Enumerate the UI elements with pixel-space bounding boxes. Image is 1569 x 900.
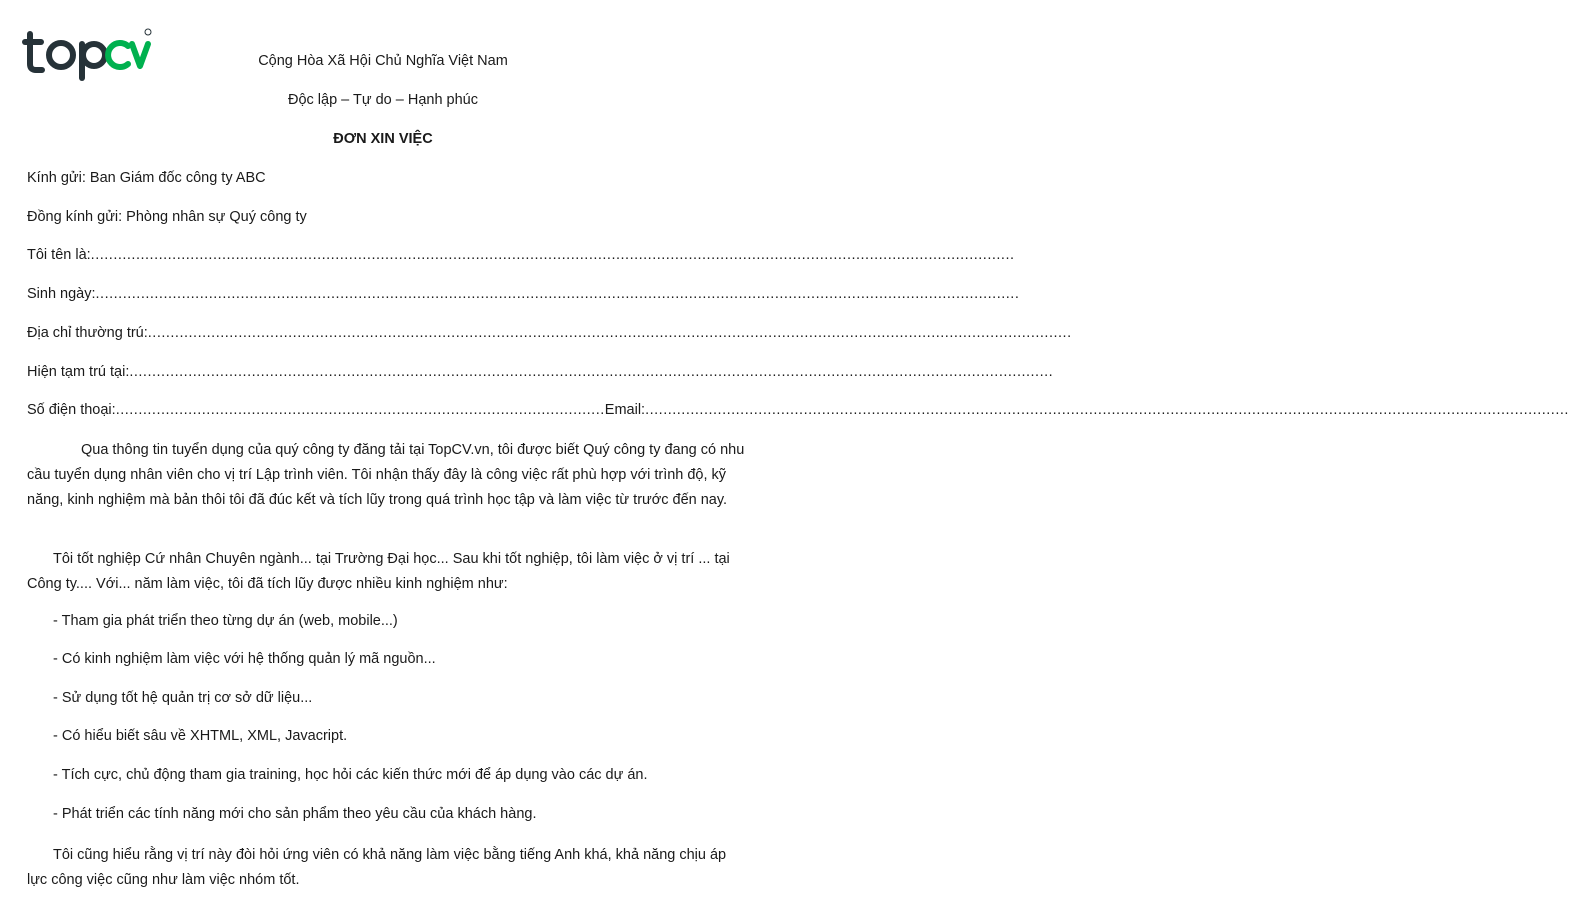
fill-line: ............................................................................................................................................................................................................ xyxy=(129,364,1054,380)
dob-field xyxy=(27,284,1020,304)
phone-label: Số điện thoại: xyxy=(27,402,116,418)
fill-line: ............................................................................................................ xyxy=(115,402,605,418)
list-item: - Có kinh nghiệm làm việc với hệ thống quản lý mã nguồn... xyxy=(53,651,436,667)
list-item: - Sử dụng tốt hệ quản trị cơ sở dữ liệu... xyxy=(53,690,313,706)
address-label: Địa chỉ thường trú: xyxy=(27,325,148,341)
address-field xyxy=(27,323,1072,343)
document-title: ĐƠN XIN VIỆC xyxy=(333,131,433,147)
temp-address-label: Hiện tạm trú tại: xyxy=(27,364,130,380)
name-label: Tôi tên là: xyxy=(27,247,91,263)
phone-email-field xyxy=(27,400,1569,420)
motto: Độc lập – Tự do – Hạnh phúc xyxy=(287,92,478,108)
temp-address-field xyxy=(27,362,1054,382)
paragraph-intro: Qua thông tin tuyển dụng của quý công ty đăng tải tại TopCV.vn, tôi được biết Quý công ty đang có nhu cầu tuyển dụng nhân viên cho vị trí Lập trình viên. Tôi nhận thấy đây là công việc rất phù hợp với trình độ, kỹ năng, kinh nghiệm mà bản thôi tôi đã đúc kết và tích lũy trong quá trình học tập và làm việc từ trước đến nay. xyxy=(27,442,745,508)
name-field xyxy=(27,245,1015,265)
paragraph-education: Tôi tốt nghiệp Cứ nhân Chuyên ngành... tại Trường Đại học... Sau khi tốt nghiệp, tôi làm việc ở vị trí ... tại Công ty.... Với... năm làm việc, tôi đã tích lũy được nhiều kinh nghiệm như: xyxy=(27,551,730,592)
email-label: Email: xyxy=(604,402,646,418)
fill-line: ............................................................................................................................................................................................................ xyxy=(90,247,1015,263)
fill-line: ............................................................................................................................................................................................................ xyxy=(95,286,1020,302)
list-item: - Tích cực, chủ động tham gia training, học hỏi các kiến thức mới để áp dụng vào các dự án. xyxy=(53,767,648,783)
fill-line: ............................................................................................................................................................................................................ xyxy=(147,325,1072,341)
list-item: - Phát triển các tính năng mới cho sản phẩm theo yêu cầu của khách hàng. xyxy=(53,806,537,822)
dob-label: Sinh ngày: xyxy=(27,286,96,302)
fill-line: ............................................................................................................................................................................................................ xyxy=(645,402,1569,418)
paragraph-skills: Tôi cũng hiểu rằng vị trí này đòi hỏi ứng viên có khả năng làm việc bằng tiếng Anh khá, khả năng chịu áp lực công việc cũng như làm việc nhóm tốt. xyxy=(27,847,727,888)
country-header: Cộng Hòa Xã Hội Chủ Nghĩa Việt Nam xyxy=(258,53,508,69)
recipient-cc: Đồng kính gửi: Phòng nhân sự Quý công ty xyxy=(27,209,307,225)
list-item: - Tham gia phát triển theo từng dự án (web, mobile...) xyxy=(53,613,398,629)
list-item: - Có hiểu biết sâu về XHTML, XML, Javacript. xyxy=(53,728,348,744)
recipient-to: Kính gửi: Ban Giám đốc công ty ABC xyxy=(27,170,266,186)
